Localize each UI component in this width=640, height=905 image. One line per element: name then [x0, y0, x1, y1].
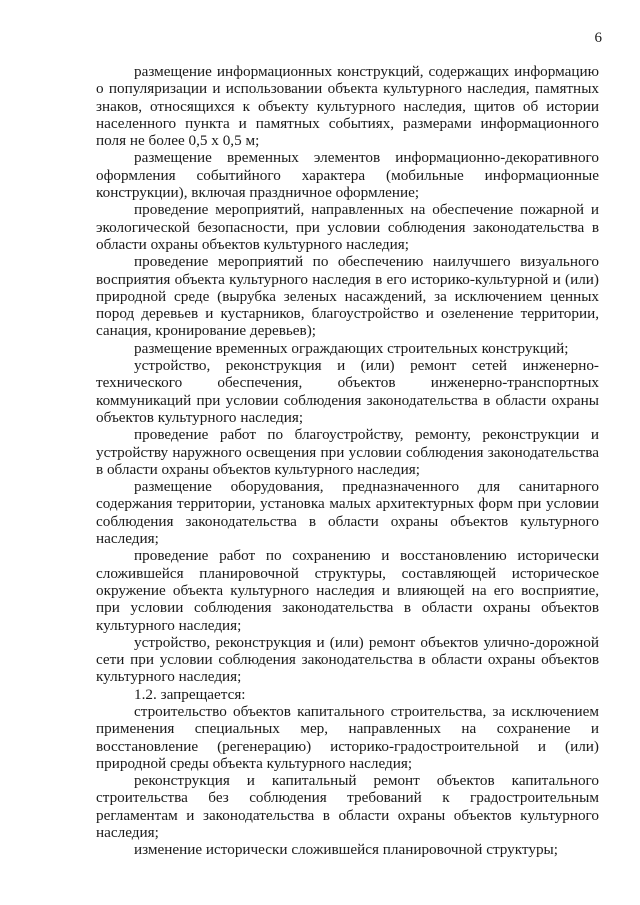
- paragraph-temporary-fencing: размещение временных ограждающих строительных конструкций;: [134, 339, 569, 357]
- paragraph-planning-structure-restoration: проведение работ по сохранению и восстановлению исторически сложившейся планировочной структуры, составляющей историческое окружение объекта культурного наследия и влияющей на его восприятие, при условии соблюдения законодательства в области охраны объектов культурного наследия;: [96, 547, 599, 634]
- paragraph-temporary-decor: размещение временных элементов информационно-декоративного оформления событийного характера (мобильные информационные конструкции), включая праздничное оформление;: [96, 149, 599, 202]
- paragraph-capital-construction: строительство объектов капитального строительства, за исключением применения специальных мер, направленных на сохранение и восстановление (регенерацию) историко-градостроительной и (или) природной среды объекта культурного наследия;: [96, 702, 599, 772]
- section-heading-prohibited: 1.2. запрещается:: [134, 685, 246, 703]
- paragraph-landscaping-lighting: проведение работ по благоустройству, ремонту, реконструкции и устройству наружного освещения при условии соблюдения законодательства в области охраны объектов культурного наследия;: [96, 426, 599, 478]
- paragraph-reconstruction-repair: реконструкция и капитальный ремонт объектов капитального строительства без соблюдения требований к градостроительным регламентам и законодательства в области охраны объектов культурного наследия;: [96, 772, 599, 842]
- paragraph-info-structures: размещение информационных конструкций, содержащих информацию о популяризации и использовании объекта культурного наследия, памятных знаков, относящихся к объекту культурного наследия, щитов об истории населенного пункта и памятных событиях, размерами информационного поля не более 0,5 х 0,5 м;: [96, 63, 599, 150]
- paragraph-visual-perception: проведение мероприятий по обеспечению наилучшего визуального восприятия объекта культурного наследия в его историко-культурной и (или) природной среде (вырубка зеленых насаждений, за исключением ценных пород деревьев и кустарников, благоустройство и озеленение территории, санация, кронирование деревьев);: [96, 253, 599, 340]
- document-body: [96, 63, 599, 859]
- paragraph-fire-safety: проведение мероприятий, направленных на обеспечение пожарной и экологической безопасности, при условии соблюдения законодательства в области охраны объектов культурного наследия;: [96, 201, 599, 253]
- paragraph-planning-structure-change: изменение исторически сложившейся планировочной структуры;: [134, 841, 558, 859]
- paragraph-engineering-networks: устройство, реконструкция и (или) ремонт сетей инженерно-технического обеспечения, объектов инженерно-транспортных коммуникаций при условии соблюдения законодательства в области охраны объектов культурного наследия;: [96, 357, 599, 426]
- page-number: 6: [594, 30, 602, 46]
- paragraph-road-network: устройство, реконструкция и (или) ремонт объектов улично-дорожной сети при условии соблюдения законодательства в области охраны объектов культурного наследия;: [96, 633, 599, 686]
- paragraph-sanitary-equipment: размещение оборудования, предназначенного для санитарного содержания территории, установка малых архитектурных форм при условии соблюдения законодательства в области охраны объектов культурного наследия;: [96, 478, 599, 548]
